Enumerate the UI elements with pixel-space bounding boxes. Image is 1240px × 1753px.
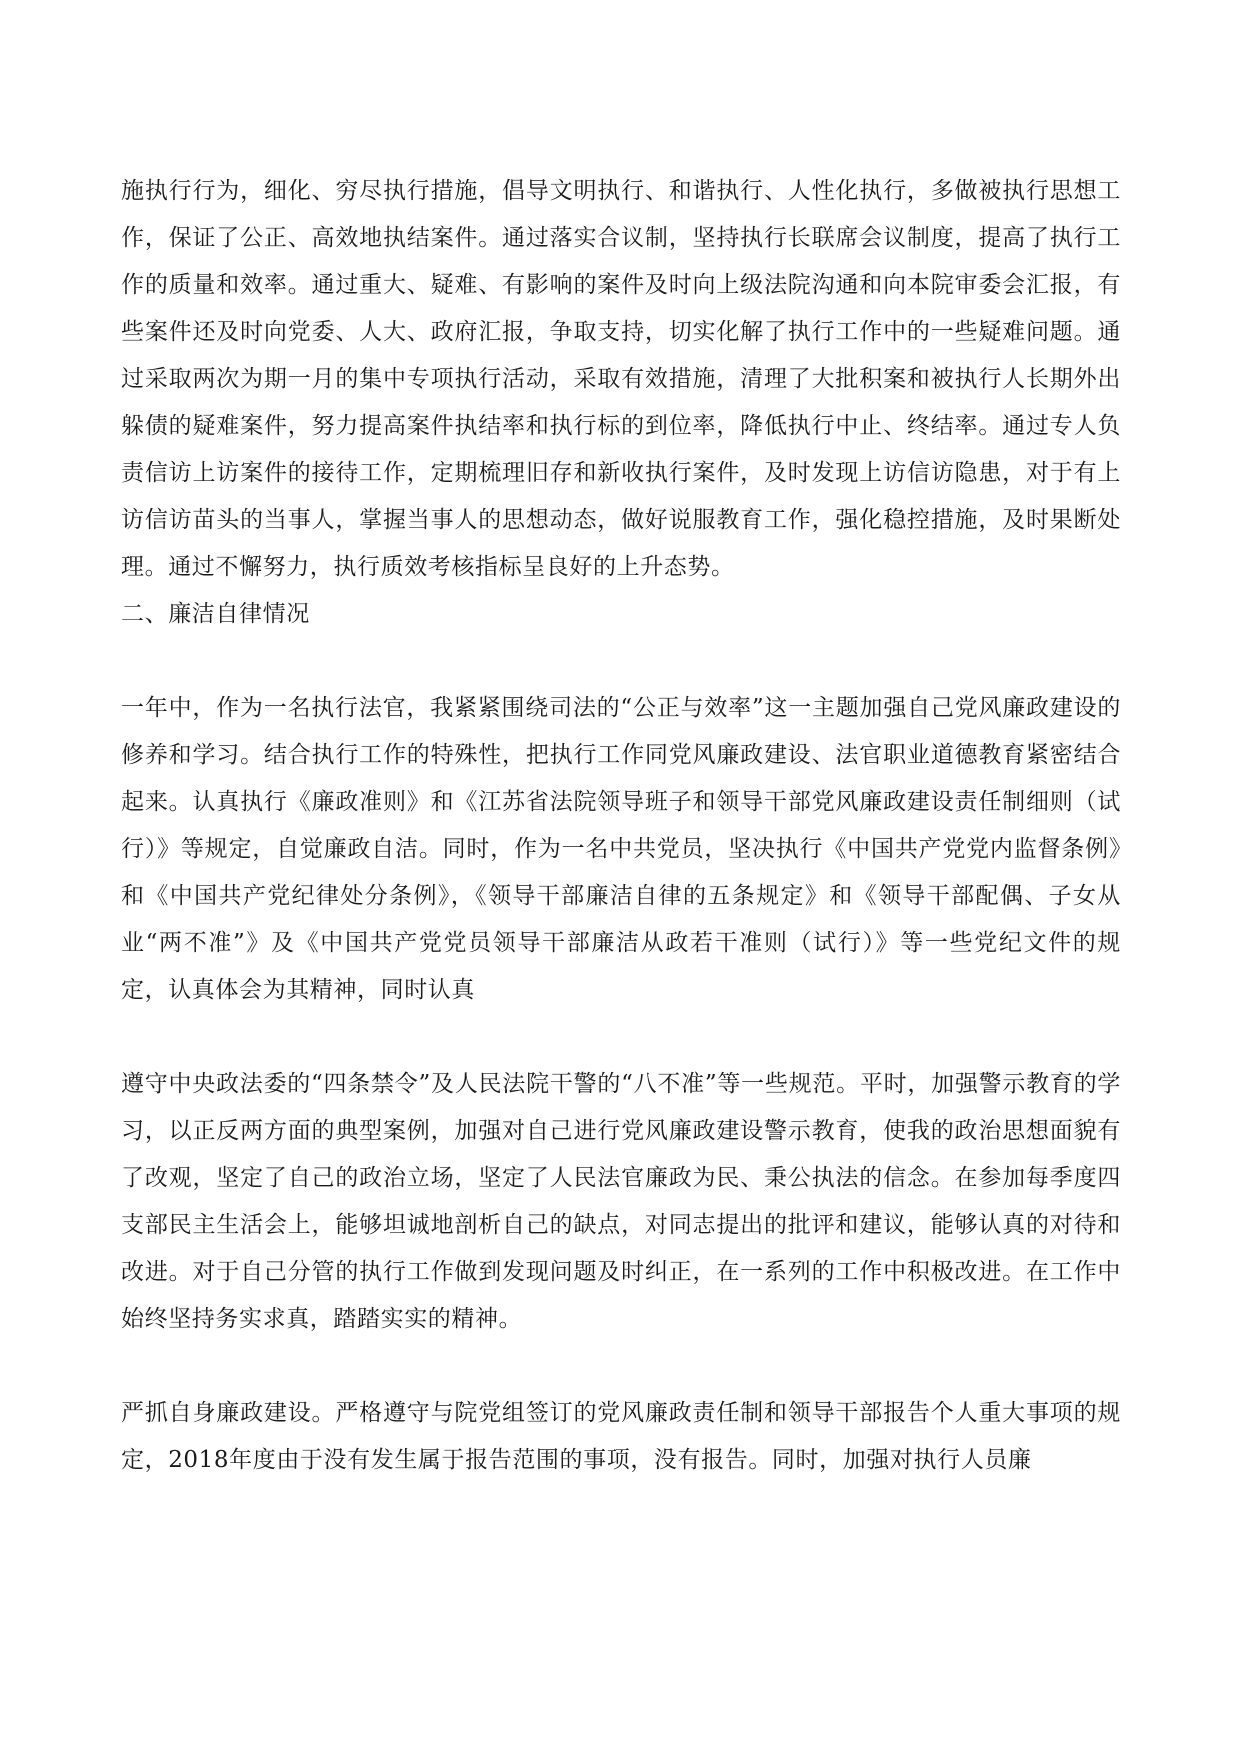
paragraph-self-integrity: 严抓自身廉政建设。严格遵守与院党组签订的党风廉政责任制和领导干部报告个人重大事项的规定，2018年度由于没有发生属于报告范围的事项，没有报告。同时，加强对执行人员廉 xyxy=(121,1400,1121,1473)
paragraph-discipline-compliance: 遵守中央政法委的“四条禁令”及人民法院干警的“八不准”等一些规范。平时，加强警示教育的学习，以正反两方面的典型案例，加强对自己进行党风廉政建设警示教育，使我的政治思想面貌有了改观，坚定了自己的政治立场，坚定了人民法官廉政为民、秉公执法的信念。在参加每季度四支部民主生活会上，能够坦诚地剖析自己的缺点，对同志提出的批评和建议，能够认真的对待和改进。对于自己分管的执行工作做到发现问题及时纠正，在一系列的工作中积极改进。在工作中始终坚持务实求真，踏踏实实的精神。 xyxy=(121,1071,1121,1332)
paragraph-execution-summary: 施执行行为，细化、穷尽执行措施，倡导文明执行、和谐执行、人性化执行，多做被执行思想工作，保证了公正、高效地执结案件。通过落实合议制，坚持执行长联席会议制度，提高了执行工作的质量和效率。通过重大、疑难、有影响的案件及时向上级法院沟通和向本院审委会汇报，有些案件还及时向党委、人大、政府汇报，争取支持，切实化解了执行工作中的一些疑难问题。通过采取两次为期一月的集中专项执行活动，采取有效措施，清理了大批积案和被执行人长期外出躲债的疑难案件，努力提高案件执结率和执行标的到位率，降低执行中止、终结率。通过专人负责信访上访案件的接待工作，定期梳理旧存和新收执行案件，及时发现上访信访隐患，对于有上访信访苗头的当事人，掌握当事人的思想动态，做好说服教育工作，强化稳控措施，及时果断处理。通过不懈努力，执行质效考核指标呈良好的上升态势。 xyxy=(121,178,1121,580)
document-body xyxy=(121,168,1121,1484)
paragraph-integrity-study: 一年中，作为一名执行法官，我紧紧围绕司法的“公正与效率”这一主题加强自己党风廉政建设的修养和学习。结合执行工作的特殊性，把执行工作同党风廉政建设、法官职业道德教育紧密结合起来。认真执行《廉政准则》和《江苏省法院领导班子和领导干部党风廉政建设责任制细则（试行）》等规定，自觉廉政自洁。同时，作为一名中共党员，坚决执行《中国共产党党内监督条例》和《中国共产党纪律处分条例》，《领导干部廉洁自律的五条规定》和《领导干部配偶、子女从业“两不准”》及《中国共产党党员领导干部廉洁从政若干准则（试行）》等一些党纪文件的规定，认真体会为其精神，同时认真 xyxy=(121,695,1121,1003)
section-heading-integrity: 二、廉洁自律情况 xyxy=(121,601,310,627)
